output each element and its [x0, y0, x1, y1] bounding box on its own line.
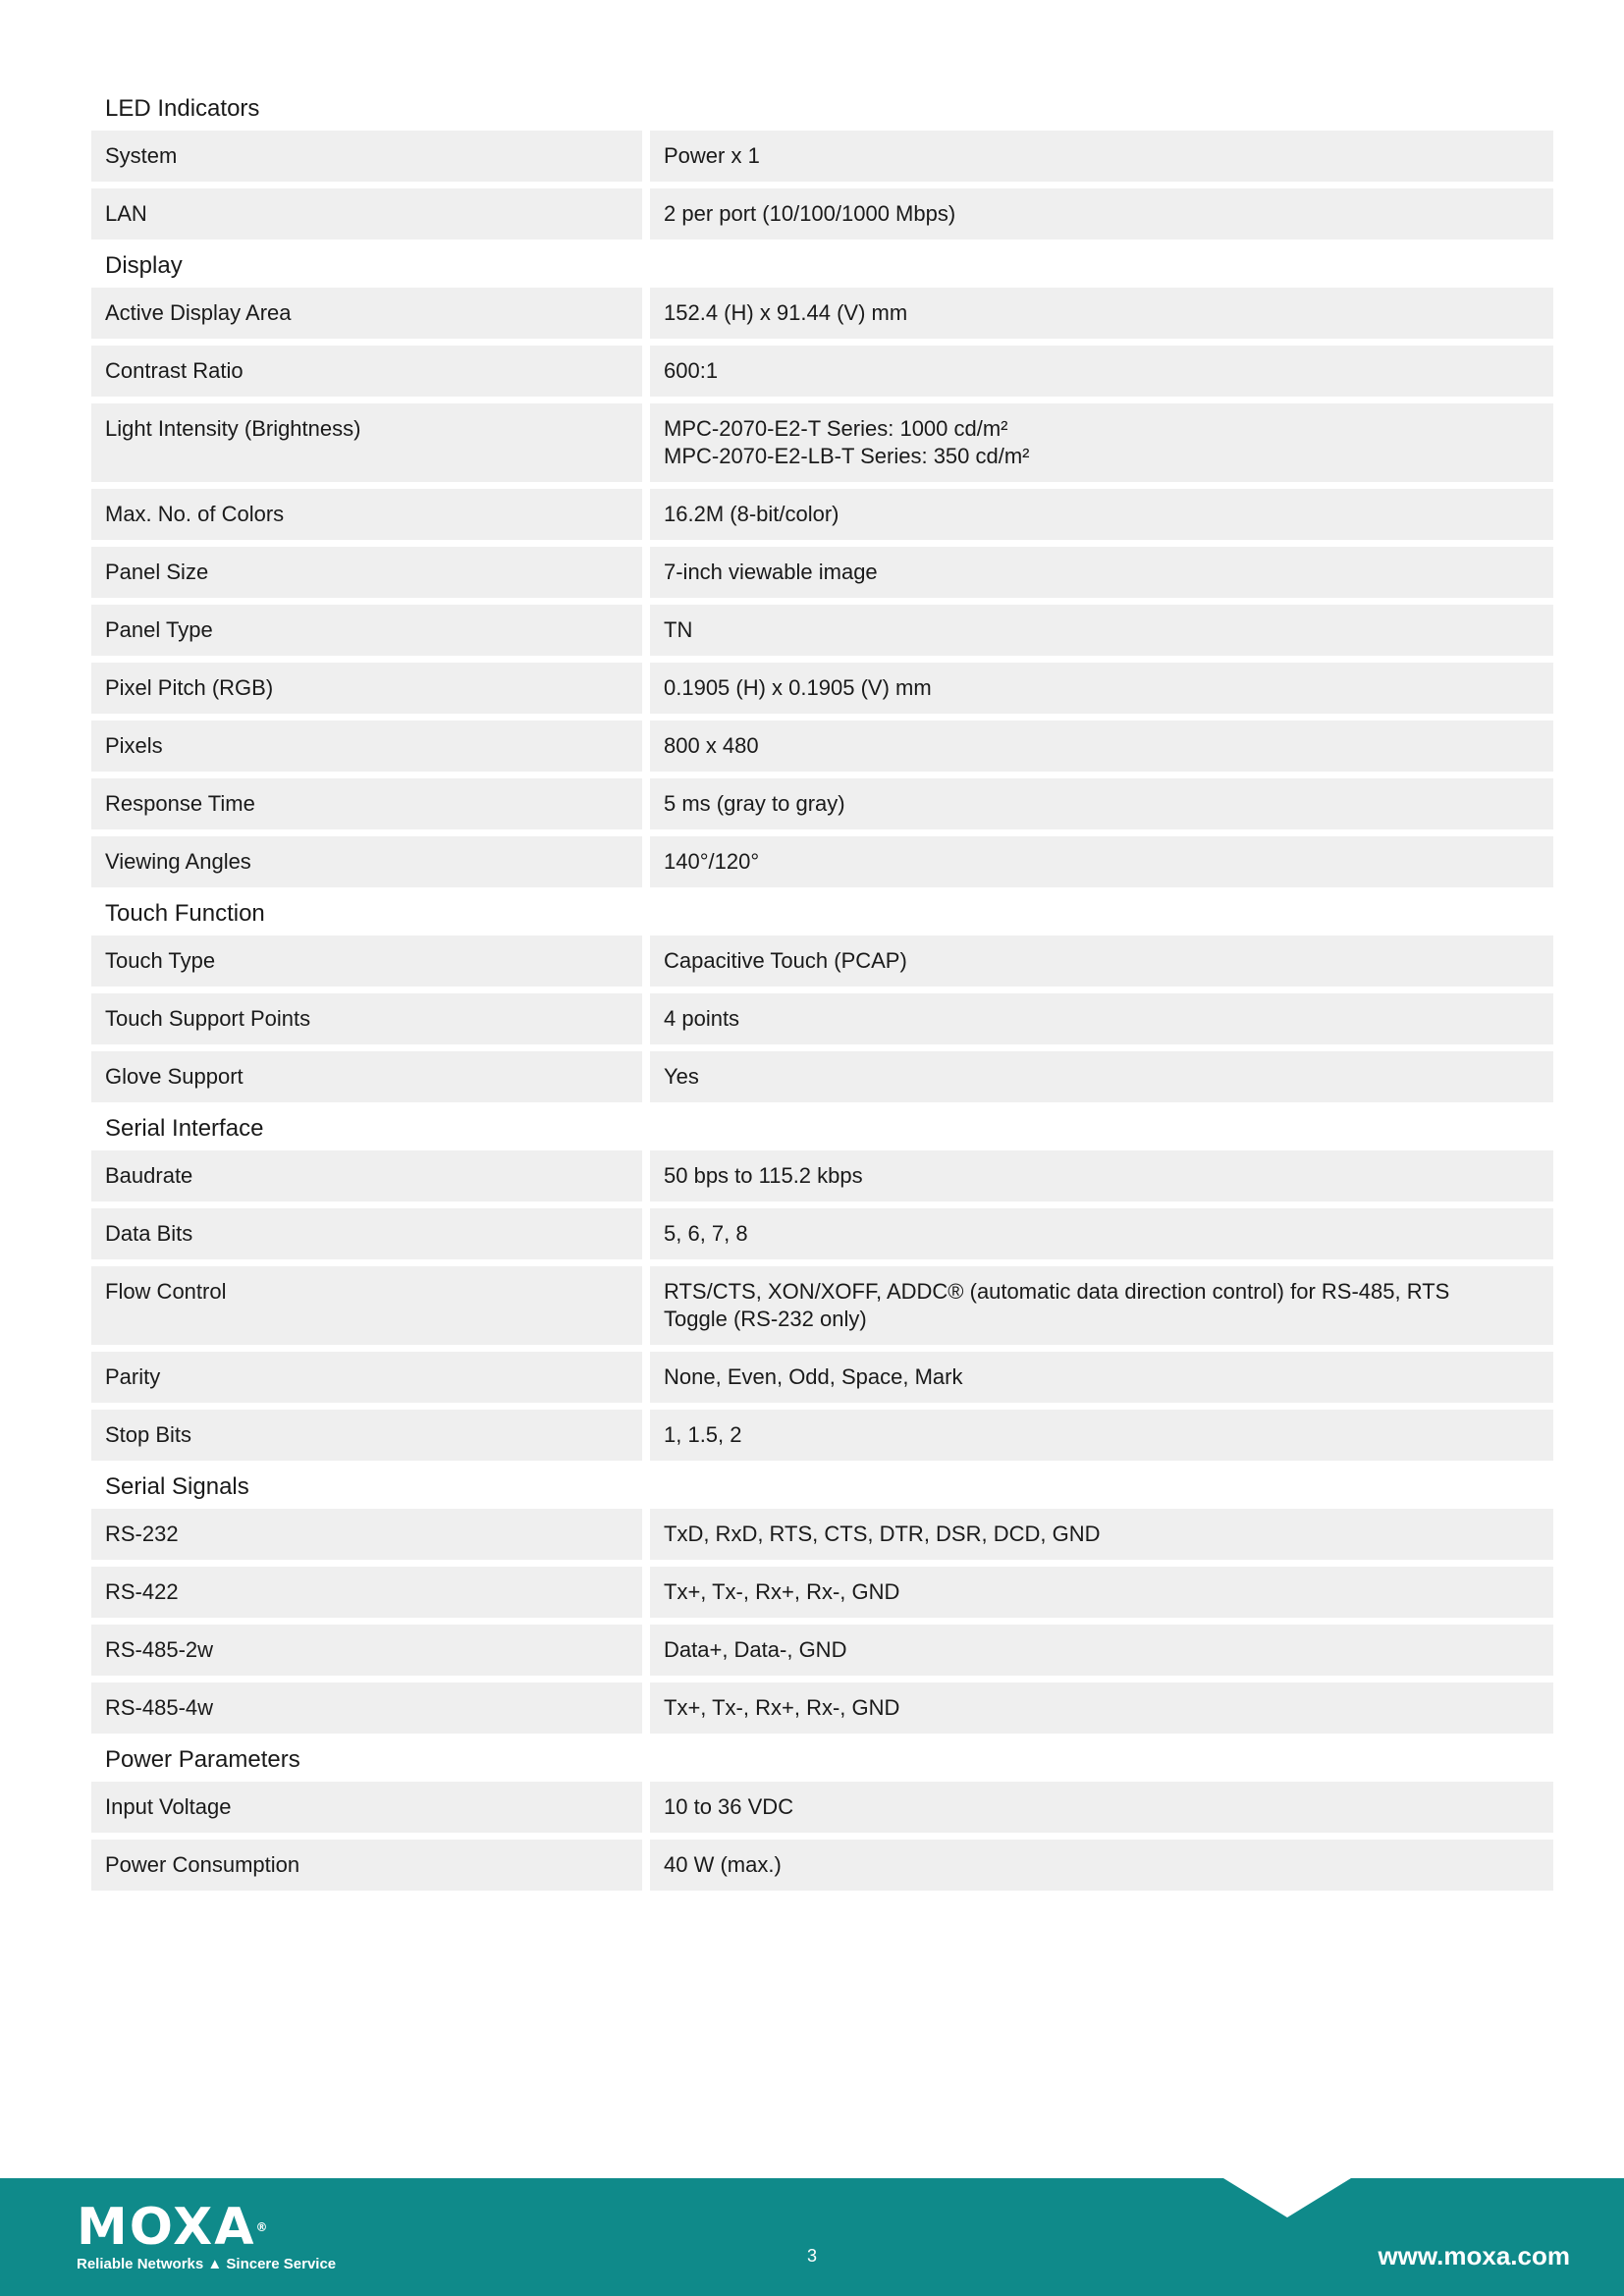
spec-value [650, 1682, 1553, 1734]
spec-value-line: 5 ms (gray to gray) [664, 791, 845, 816]
spec-label: RS-422 [91, 1567, 642, 1618]
logo-wordmark: MOXA [77, 2198, 256, 2257]
spec-label: Panel Size [91, 547, 642, 598]
spec-value-line: MPC-2070-E2-LB-T Series: 350 cd/m² [664, 444, 1030, 468]
spec-value-line: TxD, RxD, RTS, CTS, DTR, DSR, DCD, GND [664, 1522, 1101, 1546]
spec-value-line: None, Even, Odd, Space, Mark [664, 1364, 963, 1389]
spec-value [650, 778, 1553, 829]
spec-label: Input Voltage [91, 1782, 642, 1833]
spec-value [650, 836, 1553, 887]
spec-value [650, 489, 1553, 540]
spec-label: RS-485-2w [91, 1625, 642, 1676]
spec-row [91, 1150, 1553, 1201]
spec-row [91, 1410, 1553, 1461]
footer-notch-decoration [1223, 2178, 1351, 2217]
spec-value-line: 7-inch viewable image [664, 560, 878, 584]
spec-label: System [91, 131, 642, 182]
spec-value-line: RTS/CTS, XON/XOFF, ADDC® (automatic data direction control) for RS-485, RTS [664, 1279, 1450, 1304]
spec-label: Pixel Pitch (RGB) [91, 663, 642, 714]
spec-row [91, 131, 1553, 182]
spec-row [91, 1266, 1553, 1345]
spec-value-line: Power x 1 [664, 143, 760, 168]
spec-label: Parity [91, 1352, 642, 1403]
spec-row [91, 547, 1553, 598]
spec-value [650, 605, 1553, 656]
spec-value [650, 1051, 1553, 1102]
spec-value-line: MPC-2070-E2-T Series: 1000 cd/m² [664, 416, 1008, 441]
spec-value [650, 1840, 1553, 1891]
section-title: Touch Function [105, 900, 265, 927]
spec-label: Pixels [91, 721, 642, 772]
website-link[interactable]: www.moxa.com [1378, 2241, 1570, 2270]
spec-value [650, 188, 1553, 240]
spec-label: RS-485-4w [91, 1682, 642, 1734]
spec-value [650, 131, 1553, 182]
spec-row [91, 1509, 1553, 1560]
spec-sheet [91, 90, 1553, 1891]
spec-row [91, 403, 1553, 482]
spec-value [650, 1782, 1553, 1833]
spec-label: Flow Control [91, 1266, 642, 1345]
spec-value [650, 1410, 1553, 1461]
spec-label: Baudrate [91, 1150, 642, 1201]
page-footer [0, 2178, 1624, 2296]
spec-value-line: 1, 1.5, 2 [664, 1422, 742, 1447]
spec-section [91, 1741, 1553, 1891]
spec-value-line: TN [664, 617, 693, 642]
spec-row [91, 1567, 1553, 1618]
spec-label: Power Consumption [91, 1840, 642, 1891]
section-title: Serial Signals [105, 1473, 249, 1500]
spec-row [91, 993, 1553, 1044]
spec-value-line: Tx+, Tx-, Rx+, Rx-, GND [664, 1695, 900, 1720]
spec-row [91, 1625, 1553, 1676]
spec-label: RS-232 [91, 1509, 642, 1560]
spec-value-line: 40 W (max.) [664, 1852, 782, 1877]
spec-value-line: 4 points [664, 1006, 740, 1031]
spec-value [650, 1208, 1553, 1259]
spec-value-line: Data+, Data-, GND [664, 1637, 847, 1662]
section-title: LED Indicators [105, 95, 260, 122]
spec-row [91, 1352, 1553, 1403]
section-title: Power Parameters [105, 1746, 300, 1773]
spec-value-line: Yes [664, 1064, 699, 1089]
spec-value-line: 152.4 (H) x 91.44 (V) mm [664, 300, 908, 325]
spec-section [91, 1110, 1553, 1461]
spec-value [650, 1266, 1553, 1345]
spec-row [91, 489, 1553, 540]
spec-label: Viewing Angles [91, 836, 642, 887]
spec-row [91, 663, 1553, 714]
spec-value [650, 1150, 1553, 1201]
spec-value [650, 993, 1553, 1044]
spec-label: Active Display Area [91, 288, 642, 339]
spec-row [91, 1051, 1553, 1102]
spec-label: Stop Bits [91, 1410, 642, 1461]
spec-row [91, 288, 1553, 339]
spec-label: Response Time [91, 778, 642, 829]
spec-section [91, 895, 1553, 1102]
spec-value [650, 1352, 1553, 1403]
spec-label: Data Bits [91, 1208, 642, 1259]
spec-row [91, 1682, 1553, 1734]
spec-value-line: 140°/120° [664, 849, 760, 874]
spec-section [91, 1468, 1553, 1734]
spec-value-line: Capacitive Touch (PCAP) [664, 948, 907, 973]
spec-section [91, 90, 1553, 240]
spec-row [91, 935, 1553, 987]
spec-value [650, 1567, 1553, 1618]
page-number: 3 [806, 2246, 817, 2266]
logo-tagline: Reliable Networks ▲ Sincere Service [77, 2256, 337, 2272]
spec-value [650, 346, 1553, 397]
spec-section [91, 247, 1553, 887]
logo-registered-mark: ® [255, 2220, 270, 2234]
spec-label: Light Intensity (Brightness) [91, 403, 642, 482]
section-title: Display [105, 252, 183, 279]
spec-row [91, 605, 1553, 656]
spec-row [91, 1208, 1553, 1259]
spec-value-line: Tx+, Tx-, Rx+, Rx-, GND [664, 1579, 900, 1604]
spec-row [91, 1782, 1553, 1833]
spec-value [650, 403, 1553, 482]
spec-value [650, 547, 1553, 598]
spec-value-line: 5, 6, 7, 8 [664, 1221, 748, 1246]
spec-value [650, 1509, 1553, 1560]
spec-value [650, 721, 1553, 772]
spec-value-line: 10 to 36 VDC [664, 1794, 794, 1819]
spec-value-line: 800 x 480 [664, 733, 759, 758]
spec-label: Max. No. of Colors [91, 489, 642, 540]
spec-value [650, 663, 1553, 714]
spec-row [91, 778, 1553, 829]
spec-value-line: 16.2M (8-bit/color) [664, 502, 839, 526]
spec-row [91, 836, 1553, 887]
spec-value-line: 50 bps to 115.2 kbps [664, 1163, 863, 1188]
spec-value-line: 2 per port (10/100/1000 Mbps) [664, 201, 956, 226]
spec-label: Glove Support [91, 1051, 642, 1102]
spec-value [650, 1625, 1553, 1676]
spec-value [650, 288, 1553, 339]
spec-row [91, 188, 1553, 240]
spec-label: Touch Support Points [91, 993, 642, 1044]
spec-row [91, 346, 1553, 397]
spec-value-line: 0.1905 (H) x 0.1905 (V) mm [664, 675, 932, 700]
spec-value-line: 600:1 [664, 358, 719, 383]
spec-label: Panel Type [91, 605, 642, 656]
spec-row [91, 1840, 1553, 1891]
spec-value-line: Toggle (RS-232 only) [664, 1307, 867, 1331]
section-title: Serial Interface [105, 1115, 264, 1142]
spec-label: Touch Type [91, 935, 642, 987]
spec-label: LAN [91, 188, 642, 240]
spec-label: Contrast Ratio [91, 346, 642, 397]
spec-value [650, 935, 1553, 987]
spec-row [91, 721, 1553, 772]
